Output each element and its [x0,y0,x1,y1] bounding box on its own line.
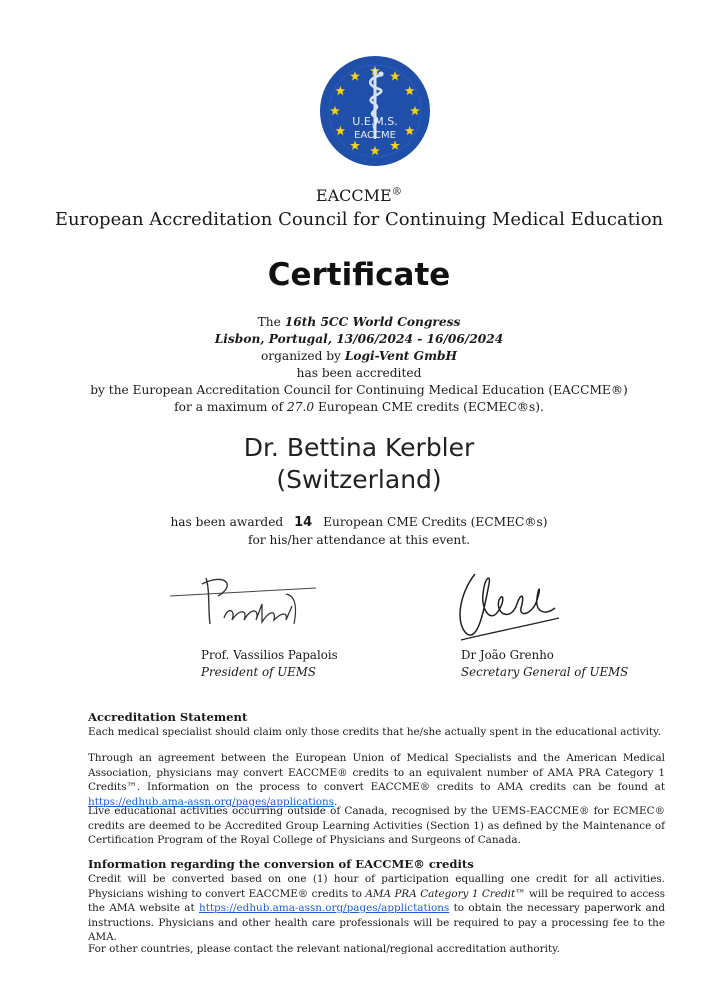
signatory-role: President of UEMS [201,664,316,679]
accredited-by-line: by the European Accreditation Council for Continuing Medical Education (EACCME®) [90,383,628,397]
attendance-line: for his/her attendance at this event. [247,533,471,547]
logo-emblem [319,55,431,167]
accredited-line: has been accredited [296,366,422,380]
statement-paragraph-1: Each medical specialist should claim only those credits that he/she actually spent in the educational activity. [88,726,661,738]
recipient-country: (Switzerland) [276,465,442,494]
signatory-name: Prof. Vassilios Papalois [201,648,338,662]
logo-text-uems: U.E.M.S. [352,115,398,128]
certificate-title: Certificate [267,257,451,293]
ama-applictations-link[interactable]: https://edhub.ama-assn.org/pages/applictations [199,902,450,914]
max-credits-value: 27.0 [287,400,315,414]
ama-applications-link[interactable]: https://edhub.ama-assn.org/pages/applications [88,795,335,808]
event-place-dates: Lisbon, Portugal, 13/06/2024 - 16/06/2024 [214,332,504,346]
organizer-name: Logi-Vent GmbH [344,349,458,363]
organizer-line: organized by Logi-Vent GmbH [260,349,458,363]
statement-paragraph-3: Live educational activities occurring outside of Canada, recognised by the UEMS-EACCME® for ECMEC® credits are deemed to be Accredited Group Learning Activities (Section 1) as defined by the Maintenance of Certification Program of the Royal College of Physicians and Surgeons of Canada. [88,805,665,846]
conversion-paragraph-1: Credit will be converted based on one (1) hour of participation equalling one credit for all activities. Physicians wishing to convert EACCME® credits to AMA PRA Category 1 Credit™ will be required to access the AMA website at https://edhub.ama-assn.org/pages/applictations to obtain the necessary paperwork and instructions. Physicians and other health care professionals will be required to pay a processing fee to the AMA. [88,873,665,943]
signatory-name: Dr João Grenho [461,648,554,662]
event-line: The 16th 5CC World Congress [257,315,461,329]
signature-grenho [455,564,570,649]
max-credits-line: for a maximum of 27.0 European CME credits (ECMEC®s). [174,400,544,414]
awarded-line: has been awarded 14 European CME Credits (ECMEC®s) [170,515,548,530]
org-full-name: European Accreditation Council for Continuing Medical Education [54,209,664,230]
logo-text-eaccme: EACCME [354,130,396,141]
conversion-paragraph-2: For other countries, please contact the relevant national/regional accreditation authority. [88,943,560,955]
awarded-credits: 14 [294,515,313,530]
statement-paragraph-2: Through an agreement between the European Union of Medical Specialists and the American Medical Association, physicians may convert EACCME® credits to an equivalent number of AMA PRA Category 1 Credits™. Information on the process to convert EACCME® credits to AMA credits can be found at https://edhub.ama-assn.org/pages/applications. [88,752,665,808]
signatory-role: Secretary General of UEMS [461,664,629,679]
signatory-secretary [461,647,628,680]
conversion-heading: Information regarding the conversion of EACCME® credits [88,857,474,871]
statement-heading: Accreditation Statement [88,710,248,724]
uems-eaccme-logo [319,55,431,167]
org-acronym: EACCME® [315,185,403,205]
recipient-name: Dr. Bettina Kerbler [243,433,475,462]
event-name: 16th 5CC World Congress [284,315,461,329]
signatory-president [201,647,338,680]
signature-papalois [166,566,326,646]
